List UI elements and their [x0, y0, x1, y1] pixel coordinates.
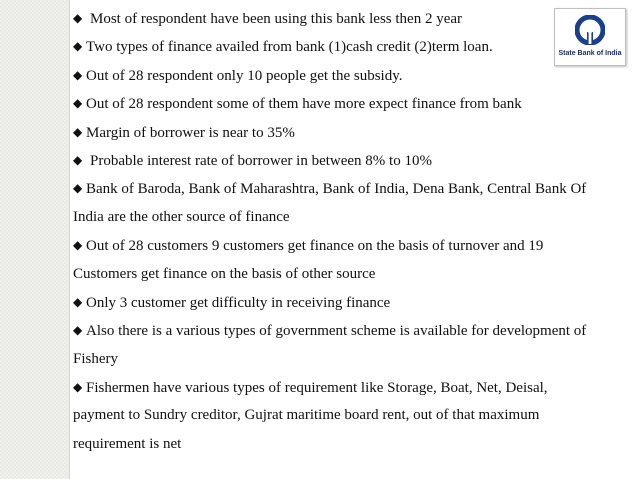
bullet-item	[73, 379, 633, 407]
bullet-text: Customers get finance on the basis of other source	[73, 265, 376, 282]
diamond-bullet-icon: ◆	[73, 67, 83, 82]
bullet-continuation	[73, 209, 633, 237]
bullet-item	[73, 180, 633, 208]
bullet-item	[73, 322, 633, 350]
diamond-bullet-icon: ◆	[73, 11, 83, 25]
diamond-bullet-icon: ◆	[73, 294, 83, 309]
sbi-logo	[554, 8, 626, 66]
bullet-item	[73, 95, 551, 123]
bullet-text: requirement is net	[73, 435, 182, 452]
bullet-item	[73, 237, 633, 265]
bullet-item	[73, 152, 551, 180]
bullet-continuation	[73, 266, 633, 294]
sbi-logo-icon	[575, 15, 605, 45]
bullet-text: Out of 28 respondent only 10 people get the subsidy.	[86, 67, 403, 84]
bullet-item	[73, 124, 551, 152]
diamond-bullet-icon: ◆	[73, 238, 83, 253]
bullet-text: Out of 28 customers 9 customers get finance on the basis of turnover and 19	[86, 238, 544, 255]
band-divider	[69, 0, 70, 479]
bullet-text: India are the other source of finance	[73, 208, 290, 225]
bullet-text: payment to Sundry creditor, Gujrat maritime board rent, out of that maximum	[73, 407, 540, 424]
bullet-text: Bank of Baroda, Bank of Maharashtra, Bank of India, Dena Bank, Central Bank Of	[86, 181, 587, 198]
bullet-item	[73, 294, 633, 322]
diamond-bullet-icon: ◆	[73, 380, 83, 395]
bullet-text: Only 3 customer get difficulty in receiving finance	[86, 294, 391, 311]
diamond-bullet-icon: ◆	[73, 323, 83, 338]
bullet-list	[73, 10, 587, 464]
bullet-continuation	[73, 436, 633, 464]
bullet-text: Most of respondent have been using this bank less then 2 year	[90, 11, 463, 27]
bullet-text: Fishermen have various types of requirement like Storage, Boat, Net, Deisal,	[86, 380, 548, 397]
bullet-text: Margin of borrower is near to 35%	[86, 124, 295, 141]
diamond-bullet-icon: ◆	[73, 124, 83, 139]
bullet-text: Also there is a various types of government scheme is available for development of	[86, 323, 587, 340]
bullet-continuation	[73, 407, 633, 435]
diamond-bullet-icon: ◆	[73, 96, 83, 111]
bullet-text: Probable interest rate of borrower in between 8% to 10%	[90, 152, 432, 169]
diamond-bullet-icon: ◆	[73, 181, 83, 196]
bullet-item	[73, 67, 551, 95]
diamond-bullet-icon: ◆	[73, 152, 83, 167]
bullet-item	[73, 10, 551, 38]
bullet-text: Two types of finance availed from bank (1)cash credit (2)term loan.	[86, 39, 493, 56]
diamond-bullet-icon: ◆	[73, 39, 83, 54]
left-decorative-band	[0, 0, 69, 479]
sbi-logo-text: State Bank of India	[558, 50, 622, 57]
bullet-text: Out of 28 respondent some of them have more expect finance from bank	[86, 96, 522, 113]
bullet-item	[73, 38, 551, 66]
bullet-continuation	[73, 351, 633, 379]
bullet-text: Fishery	[73, 350, 118, 367]
